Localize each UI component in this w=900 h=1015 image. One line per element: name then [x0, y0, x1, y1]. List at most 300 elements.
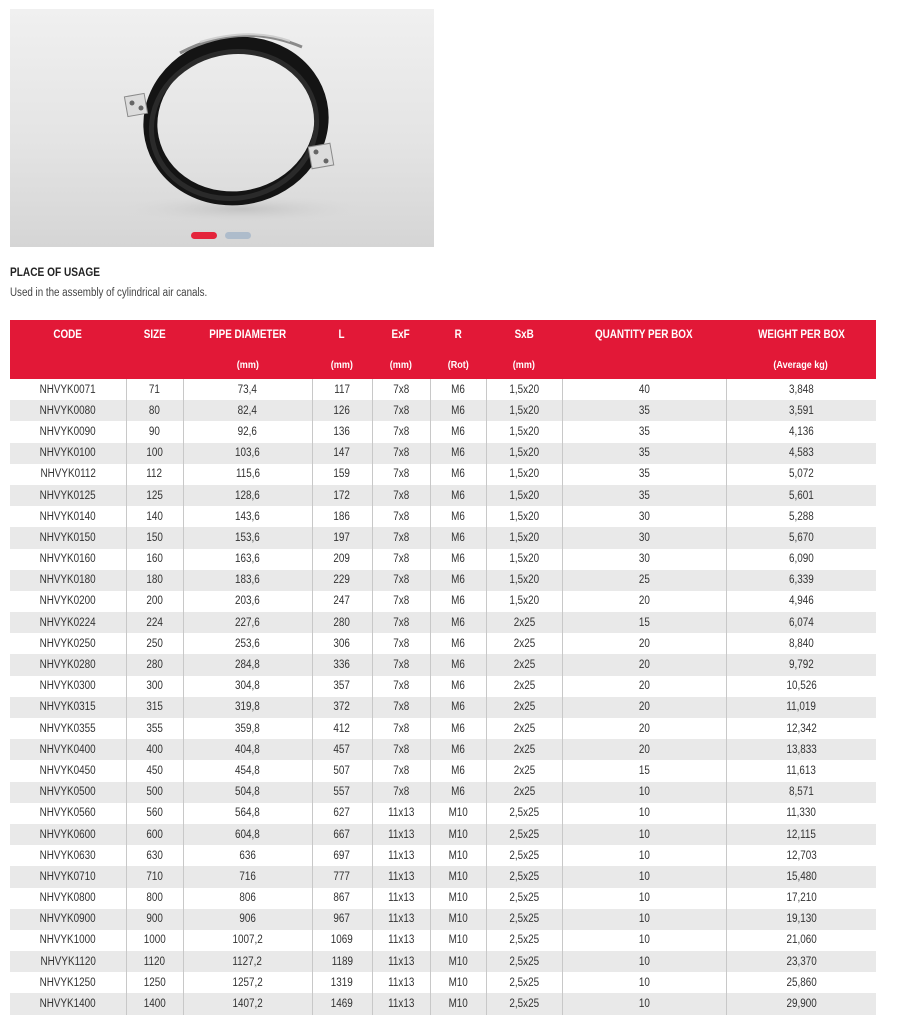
cell-l: 507	[312, 760, 372, 781]
cell-sxb: 2,5x25	[486, 866, 562, 887]
cell-pipe-diameter: 359,8	[183, 718, 312, 739]
table-row	[10, 697, 876, 718]
cell-weight-per-box: 5,288	[726, 506, 876, 527]
cell-r: M6	[430, 760, 486, 781]
cell-exf: 11x13	[372, 972, 430, 993]
table-row	[10, 400, 876, 421]
cell-exf: 7x8	[372, 379, 430, 400]
right-bracket	[308, 143, 333, 168]
cell-size: 630	[126, 845, 183, 866]
cell-weight-per-box: 12,703	[726, 845, 876, 866]
cell-r: M10	[430, 993, 486, 1014]
cell-r: M6	[430, 612, 486, 633]
cell-sxb: 2x25	[486, 654, 562, 675]
cell-l: 117	[312, 379, 372, 400]
cell-weight-per-box: 25,860	[726, 972, 876, 993]
cell-size: 160	[126, 549, 183, 570]
cell-quantity-per-box: 20	[562, 591, 726, 612]
cell-pipe-diameter: 454,8	[183, 760, 312, 781]
table-row	[10, 549, 876, 570]
cell-pipe-diameter: 604,8	[183, 824, 312, 845]
cell-sxb: 2x25	[486, 760, 562, 781]
table-row	[10, 993, 876, 1014]
cell-sxb: 1,5x20	[486, 443, 562, 464]
cell-sxb: 1,5x20	[486, 549, 562, 570]
cell-size: 140	[126, 506, 183, 527]
cell-code: NHVYK0450	[10, 760, 126, 781]
cell-l: 1319	[312, 972, 372, 993]
cell-quantity-per-box: 20	[562, 718, 726, 739]
cell-weight-per-box: 4,946	[726, 591, 876, 612]
cell-weight-per-box: 4,136	[726, 421, 876, 442]
cell-exf: 11x13	[372, 866, 430, 887]
cell-sxb: 2,5x25	[486, 930, 562, 951]
cell-l: 280	[312, 612, 372, 633]
cell-weight-per-box: 5,072	[726, 464, 876, 485]
cell-r: M6	[430, 421, 486, 442]
cell-quantity-per-box: 30	[562, 527, 726, 548]
cell-quantity-per-box: 10	[562, 930, 726, 951]
cell-pipe-diameter: 183,6	[183, 570, 312, 591]
cell-sxb: 1,5x20	[486, 506, 562, 527]
cell-sxb: 2,5x25	[486, 888, 562, 909]
cell-pipe-diameter: 304,8	[183, 676, 312, 697]
cell-r: M10	[430, 866, 486, 887]
header-r: R	[430, 320, 486, 350]
cell-code: NHVYK1400	[10, 993, 126, 1014]
table-row	[10, 972, 876, 993]
cell-r: M10	[430, 803, 486, 824]
cell-exf: 11x13	[372, 951, 430, 972]
cell-quantity-per-box: 20	[562, 697, 726, 718]
table-row	[10, 782, 876, 803]
unit-size	[126, 350, 183, 379]
cell-r: M6	[430, 633, 486, 654]
cell-size: 125	[126, 485, 183, 506]
table-row	[10, 612, 876, 633]
cell-size: 250	[126, 633, 183, 654]
cell-l: 172	[312, 485, 372, 506]
cell-code: NHVYK0355	[10, 718, 126, 739]
cell-code: NHVYK0160	[10, 549, 126, 570]
cell-weight-per-box: 19,130	[726, 909, 876, 930]
unit-weight-per-box: (Average kg)	[726, 350, 876, 379]
cell-exf: 7x8	[372, 760, 430, 781]
cell-r: M10	[430, 972, 486, 993]
cell-exf: 7x8	[372, 676, 430, 697]
cell-r: M6	[430, 570, 486, 591]
cell-pipe-diameter: 82,4	[183, 400, 312, 421]
cell-sxb: 1,5x20	[486, 570, 562, 591]
cell-sxb: 2,5x25	[486, 803, 562, 824]
cell-pipe-diameter: 143,6	[183, 506, 312, 527]
cell-code: NHVYK0150	[10, 527, 126, 548]
cell-exf: 11x13	[372, 824, 430, 845]
cell-code: NHVYK0560	[10, 803, 126, 824]
table-row	[10, 824, 876, 845]
cell-sxb: 2x25	[486, 676, 562, 697]
cell-size: 1400	[126, 993, 183, 1014]
unit-code	[10, 350, 126, 379]
cell-quantity-per-box: 10	[562, 972, 726, 993]
cell-sxb: 1,5x20	[486, 485, 562, 506]
cell-weight-per-box: 4,583	[726, 443, 876, 464]
cell-code: NHVYK1120	[10, 951, 126, 972]
cell-size: 900	[126, 909, 183, 930]
cell-weight-per-box: 21,060	[726, 930, 876, 951]
cell-sxb: 2,5x25	[486, 845, 562, 866]
cell-exf: 7x8	[372, 782, 430, 803]
cell-l: 229	[312, 570, 372, 591]
left-bracket	[124, 93, 147, 116]
cell-weight-per-box: 12,342	[726, 718, 876, 739]
cell-exf: 7x8	[372, 421, 430, 442]
cell-weight-per-box: 3,591	[726, 400, 876, 421]
cell-size: 600	[126, 824, 183, 845]
cell-r: M6	[430, 400, 486, 421]
cell-size: 710	[126, 866, 183, 887]
cell-pipe-diameter: 92,6	[183, 421, 312, 442]
cell-quantity-per-box: 40	[562, 379, 726, 400]
cell-code: NHVYK0250	[10, 633, 126, 654]
cell-r: M10	[430, 951, 486, 972]
cell-r: M6	[430, 718, 486, 739]
cell-size: 800	[126, 888, 183, 909]
cell-pipe-diameter: 73,4	[183, 379, 312, 400]
cell-exf: 7x8	[372, 739, 430, 760]
cell-sxb: 2,5x25	[486, 909, 562, 930]
cell-l: 126	[312, 400, 372, 421]
cell-size: 560	[126, 803, 183, 824]
cell-weight-per-box: 5,670	[726, 527, 876, 548]
unit-quantity-per-box	[562, 350, 726, 379]
cell-size: 500	[126, 782, 183, 803]
unit-pipe-diameter: (mm)	[183, 350, 312, 379]
cell-quantity-per-box: 10	[562, 951, 726, 972]
table-row	[10, 930, 876, 951]
cell-size: 112	[126, 464, 183, 485]
cell-pipe-diameter: 564,8	[183, 803, 312, 824]
cell-exf: 11x13	[372, 930, 430, 951]
cell-quantity-per-box: 10	[562, 888, 726, 909]
cell-l: 867	[312, 888, 372, 909]
cell-sxb: 2,5x25	[486, 972, 562, 993]
cell-r: M10	[430, 888, 486, 909]
header-code: CODE	[10, 320, 126, 350]
cell-pipe-diameter: 504,8	[183, 782, 312, 803]
carousel-dots	[191, 232, 251, 239]
cell-pipe-diameter: 1007,2	[183, 930, 312, 951]
header-l: L	[312, 320, 372, 350]
cell-quantity-per-box: 20	[562, 633, 726, 654]
cell-pipe-diameter: 203,6	[183, 591, 312, 612]
cell-quantity-per-box: 30	[562, 506, 726, 527]
table-row	[10, 633, 876, 654]
cell-weight-per-box: 11,019	[726, 697, 876, 718]
cell-weight-per-box: 9,792	[726, 654, 876, 675]
cell-pipe-diameter: 1407,2	[183, 993, 312, 1014]
cell-pipe-diameter: 115,6	[183, 464, 312, 485]
header-exf: ExF	[372, 320, 430, 350]
cell-weight-per-box: 12,115	[726, 824, 876, 845]
cell-size: 90	[126, 421, 183, 442]
cell-pipe-diameter: 1257,2	[183, 972, 312, 993]
cell-sxb: 1,5x20	[486, 591, 562, 612]
cell-r: M6	[430, 676, 486, 697]
cell-r: M6	[430, 549, 486, 570]
cell-weight-per-box: 11,613	[726, 760, 876, 781]
cell-r: M6	[430, 506, 486, 527]
table-row	[10, 654, 876, 675]
cell-size: 300	[126, 676, 183, 697]
cell-exf: 7x8	[372, 443, 430, 464]
cell-pipe-diameter: 319,8	[183, 697, 312, 718]
place-of-usage-title: PLACE OF USAGE	[10, 267, 100, 279]
cell-code: NHVYK0600	[10, 824, 126, 845]
cell-weight-per-box: 17,210	[726, 888, 876, 909]
unit-r: (Rot)	[430, 350, 486, 379]
cell-size: 71	[126, 379, 183, 400]
cell-quantity-per-box: 10	[562, 993, 726, 1014]
cell-pipe-diameter: 227,6	[183, 612, 312, 633]
cell-r: M10	[430, 824, 486, 845]
cell-sxb: 2,5x25	[486, 951, 562, 972]
cell-exf: 7x8	[372, 718, 430, 739]
table-row	[10, 760, 876, 781]
cell-size: 200	[126, 591, 183, 612]
cell-r: M6	[430, 591, 486, 612]
table-row	[10, 909, 876, 930]
cell-l: 197	[312, 527, 372, 548]
unit-l: (mm)	[312, 350, 372, 379]
header-quantity-per-box: QUANTITY PER BOX	[562, 320, 726, 350]
header-size: SIZE	[126, 320, 183, 350]
cell-quantity-per-box: 10	[562, 782, 726, 803]
cell-weight-per-box: 5,601	[726, 485, 876, 506]
cell-weight-per-box: 23,370	[726, 951, 876, 972]
cell-size: 80	[126, 400, 183, 421]
cell-exf: 11x13	[372, 845, 430, 866]
cell-l: 1469	[312, 993, 372, 1014]
cell-code: NHVYK0800	[10, 888, 126, 909]
cell-exf: 7x8	[372, 485, 430, 506]
table-row	[10, 888, 876, 909]
cell-exf: 7x8	[372, 527, 430, 548]
unit-sxb: (mm)	[486, 350, 562, 379]
cell-pipe-diameter: 404,8	[183, 739, 312, 760]
pipe-clamp-ring-image	[10, 9, 434, 247]
cell-r: M6	[430, 527, 486, 548]
header-sxb: SxB	[486, 320, 562, 350]
cell-l: 777	[312, 866, 372, 887]
cell-size: 400	[126, 739, 183, 760]
cell-quantity-per-box: 15	[562, 612, 726, 633]
cell-sxb: 2,5x25	[486, 993, 562, 1014]
table-row	[10, 443, 876, 464]
cell-sxb: 2x25	[486, 697, 562, 718]
cell-quantity-per-box: 10	[562, 824, 726, 845]
cell-size: 100	[126, 443, 183, 464]
cell-r: M10	[430, 845, 486, 866]
cell-exf: 7x8	[372, 697, 430, 718]
cell-code: NHVYK0224	[10, 612, 126, 633]
cell-r: M6	[430, 464, 486, 485]
cell-weight-per-box: 6,090	[726, 549, 876, 570]
cell-pipe-diameter: 103,6	[183, 443, 312, 464]
table-row	[10, 803, 876, 824]
cell-quantity-per-box: 20	[562, 654, 726, 675]
cell-sxb: 2x25	[486, 718, 562, 739]
cell-weight-per-box: 11,330	[726, 803, 876, 824]
cell-exf: 7x8	[372, 612, 430, 633]
cell-l: 412	[312, 718, 372, 739]
cell-weight-per-box: 8,840	[726, 633, 876, 654]
cell-r: M6	[430, 782, 486, 803]
cell-quantity-per-box: 10	[562, 909, 726, 930]
specification-table	[10, 320, 876, 1015]
cell-weight-per-box: 8,571	[726, 782, 876, 803]
cell-exf: 11x13	[372, 803, 430, 824]
cell-size: 450	[126, 760, 183, 781]
cell-quantity-per-box: 35	[562, 464, 726, 485]
cell-sxb: 1,5x20	[486, 379, 562, 400]
cell-r: M6	[430, 697, 486, 718]
table-row	[10, 866, 876, 887]
cell-exf: 7x8	[372, 654, 430, 675]
cell-sxb: 2,5x25	[486, 824, 562, 845]
cell-l: 147	[312, 443, 372, 464]
cell-code: NHVYK0112	[10, 464, 126, 485]
cell-l: 557	[312, 782, 372, 803]
cell-pipe-diameter: 284,8	[183, 654, 312, 675]
cell-exf: 7x8	[372, 633, 430, 654]
cell-code: NHVYK0630	[10, 845, 126, 866]
cell-code: NHVYK0125	[10, 485, 126, 506]
table-row	[10, 739, 876, 760]
cell-l: 627	[312, 803, 372, 824]
cell-weight-per-box: 3,848	[726, 379, 876, 400]
header-weight-per-box: WEIGHT PER BOX	[726, 320, 876, 350]
cell-sxb: 1,5x20	[486, 400, 562, 421]
table-header-row	[10, 320, 876, 350]
cell-pipe-diameter: 806	[183, 888, 312, 909]
cell-size: 280	[126, 654, 183, 675]
cell-size: 355	[126, 718, 183, 739]
cell-quantity-per-box: 20	[562, 676, 726, 697]
cell-pipe-diameter: 163,6	[183, 549, 312, 570]
cell-sxb: 1,5x20	[486, 464, 562, 485]
cell-r: M10	[430, 930, 486, 951]
cell-code: NHVYK1000	[10, 930, 126, 951]
cell-l: 967	[312, 909, 372, 930]
cell-code: NHVYK0280	[10, 654, 126, 675]
cell-code: NHVYK0710	[10, 866, 126, 887]
cell-size: 1250	[126, 972, 183, 993]
cell-weight-per-box: 6,339	[726, 570, 876, 591]
cell-quantity-per-box: 10	[562, 866, 726, 887]
cell-quantity-per-box: 30	[562, 549, 726, 570]
cell-pipe-diameter: 128,6	[183, 485, 312, 506]
cell-exf: 7x8	[372, 400, 430, 421]
cell-l: 209	[312, 549, 372, 570]
cell-pipe-diameter: 253,6	[183, 633, 312, 654]
cell-exf: 7x8	[372, 506, 430, 527]
table-row	[10, 845, 876, 866]
cell-size: 1000	[126, 930, 183, 951]
cell-r: M10	[430, 909, 486, 930]
cell-exf: 7x8	[372, 570, 430, 591]
table-row	[10, 570, 876, 591]
cell-weight-per-box: 15,480	[726, 866, 876, 887]
cell-weight-per-box: 10,526	[726, 676, 876, 697]
carousel-dot-2[interactable]	[225, 232, 251, 239]
carousel-dot-1[interactable]	[191, 232, 217, 239]
unit-exf: (mm)	[372, 350, 430, 379]
cell-size: 1120	[126, 951, 183, 972]
table-body	[10, 379, 876, 1015]
cell-r: M6	[430, 654, 486, 675]
cell-quantity-per-box: 10	[562, 845, 726, 866]
product-image	[10, 9, 434, 247]
cell-weight-per-box: 29,900	[726, 993, 876, 1014]
cell-quantity-per-box: 20	[562, 739, 726, 760]
cell-r: M6	[430, 379, 486, 400]
table-row	[10, 718, 876, 739]
cell-l: 159	[312, 464, 372, 485]
table-row	[10, 676, 876, 697]
cell-sxb: 2x25	[486, 782, 562, 803]
cell-code: NHVYK0071	[10, 379, 126, 400]
cell-code: NHVYK0400	[10, 739, 126, 760]
header-pipe-diameter: PIPE DIAMETER	[183, 320, 312, 350]
cell-l: 357	[312, 676, 372, 697]
cell-code: NHVYK0200	[10, 591, 126, 612]
cell-quantity-per-box: 35	[562, 443, 726, 464]
cell-code: NHVYK0100	[10, 443, 126, 464]
cell-exf: 11x13	[372, 888, 430, 909]
table-row	[10, 951, 876, 972]
cell-code: NHVYK0090	[10, 421, 126, 442]
cell-code: NHVYK0900	[10, 909, 126, 930]
table-row	[10, 421, 876, 442]
cell-sxb: 2x25	[486, 612, 562, 633]
cell-l: 247	[312, 591, 372, 612]
cell-code: NHVYK0500	[10, 782, 126, 803]
cell-size: 224	[126, 612, 183, 633]
cell-pipe-diameter: 716	[183, 866, 312, 887]
cell-exf: 7x8	[372, 549, 430, 570]
cell-pipe-diameter: 906	[183, 909, 312, 930]
cell-code: NHVYK0315	[10, 697, 126, 718]
cell-r: M6	[430, 485, 486, 506]
cell-pipe-diameter: 1127,2	[183, 951, 312, 972]
cell-size: 150	[126, 527, 183, 548]
cell-code: NHVYK0140	[10, 506, 126, 527]
cell-l: 697	[312, 845, 372, 866]
place-of-usage-description: Used in the assembly of cylindrical air canals.	[10, 287, 208, 299]
cell-l: 336	[312, 654, 372, 675]
cell-l: 136	[312, 421, 372, 442]
cell-code: NHVYK0300	[10, 676, 126, 697]
cell-exf: 11x13	[372, 993, 430, 1014]
cell-weight-per-box: 13,833	[726, 739, 876, 760]
table-row	[10, 379, 876, 400]
cell-quantity-per-box: 35	[562, 400, 726, 421]
cell-r: M6	[430, 739, 486, 760]
cell-sxb: 1,5x20	[486, 527, 562, 548]
cell-quantity-per-box: 35	[562, 485, 726, 506]
table-row	[10, 485, 876, 506]
